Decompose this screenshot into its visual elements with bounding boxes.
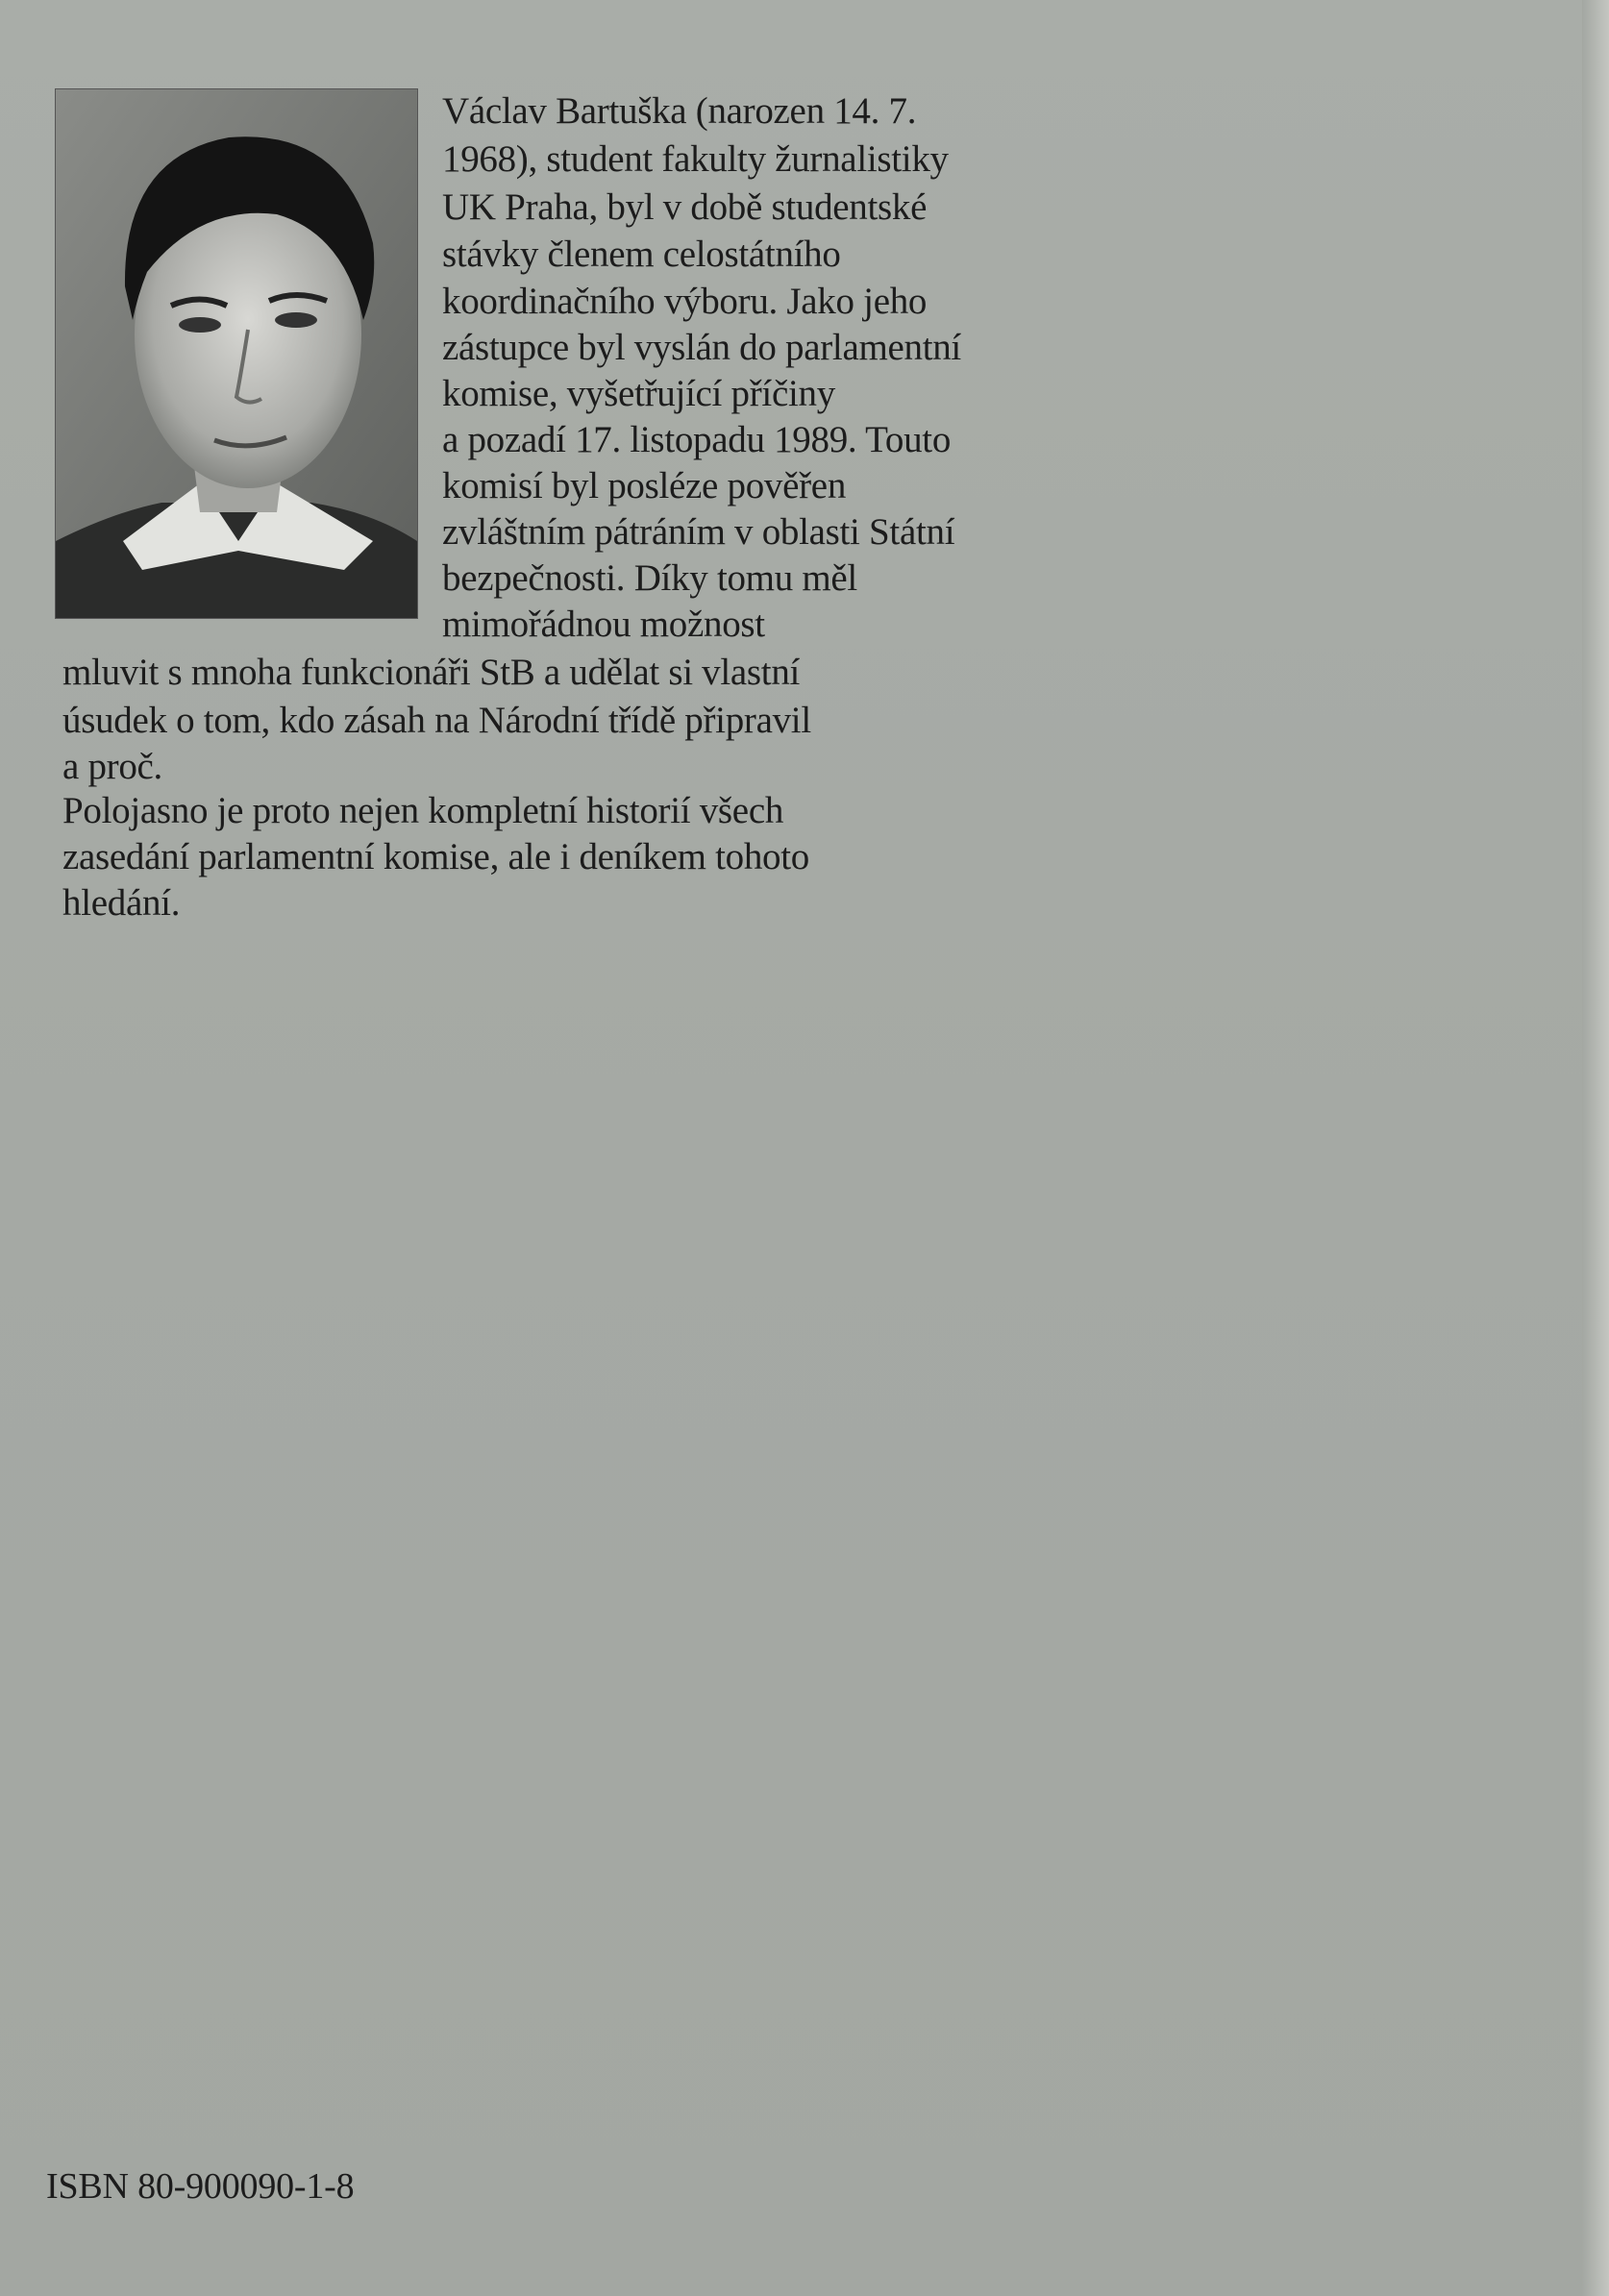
bio-line: koordinačního výboru. Jako jeho (442, 281, 928, 322)
bio-line: zvláštním pátráním v oblasti Státní (442, 511, 955, 553)
bio-line: komisí byl posléze pověřen (442, 465, 847, 506)
bio-line: zasedání parlamentní komise, ale i deníkem tohoto (62, 836, 809, 877)
bio-line: UK Praha, byl v době studentské (442, 186, 928, 228)
bio-line: stávky členem celostátního (442, 234, 841, 275)
bio-line: hledání. (62, 882, 181, 924)
bio-line: úsudek o tom, kdo zásah na Národní třídě připravil (62, 700, 811, 741)
bio-line: a proč. (62, 746, 163, 787)
bio-line: 1968), student fakulty žurnalistiky (442, 138, 949, 180)
bio-line: bezpečnosti. Díky tomu měl (442, 557, 857, 599)
bio-line: Václav Bartuška (narozen 14. 7. (442, 90, 917, 132)
bio-line: a pozadí 17. listopadu 1989. Touto (442, 419, 952, 460)
bio-line: komise, vyšetřující příčiny (442, 373, 835, 414)
isbn-number: ISBN 80-900090-1-8 (46, 2166, 355, 2207)
bio-line: mimořádnou možnost (442, 604, 765, 645)
author-photo (55, 88, 418, 619)
page-edge (1582, 0, 1609, 2296)
bio-line: Polojasno je proto nejen kompletní historií všech (62, 790, 784, 831)
bio-line: mluvit s mnoha funkcionáři StB a udělat si vlastní (62, 652, 801, 693)
bio-line: zástupce byl vyslán do parlamentní (442, 327, 961, 368)
